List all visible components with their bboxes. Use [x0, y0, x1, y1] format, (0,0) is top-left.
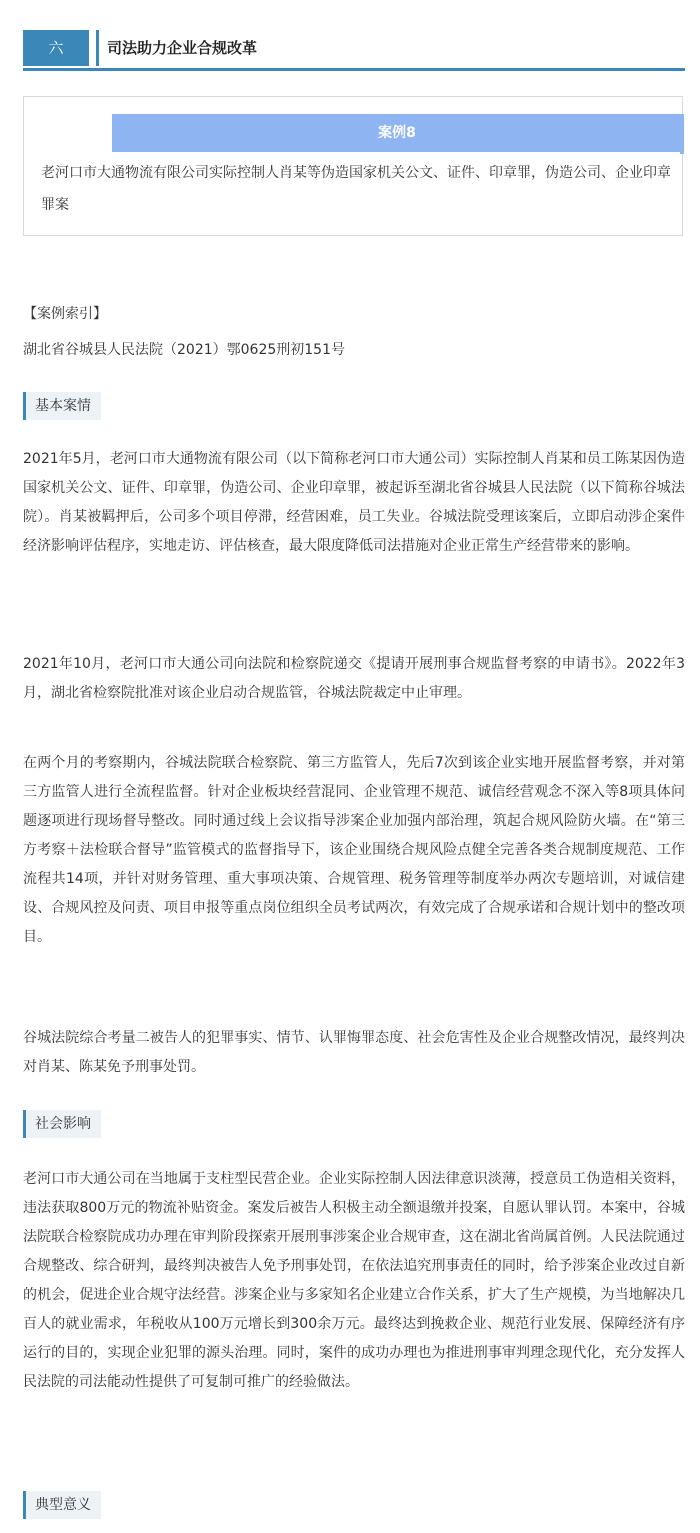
case-box: [23, 96, 683, 236]
header-divider: [96, 30, 99, 66]
section-header: [23, 30, 685, 72]
heading-social-impact: 社会影响: [23, 1110, 101, 1138]
case-index-label: 【案例索引】: [23, 306, 107, 322]
heading-significance: 典型意义: [23, 1491, 101, 1519]
case-index-value: 湖北省谷城县人民法院（2021）鄂0625刑初151号: [23, 342, 345, 358]
header-underline: [23, 68, 685, 71]
section-title: 司法助力企业合规改革: [107, 39, 258, 57]
basic-facts-paragraph: 2021年5月，老河口市大通物流有限公司（以下简称老河口市大通公司）实际控制人肖某和员工陈某因伪造国家机关公文、证件、印章罪，伪造公司、企业印章罪，被起诉至湖北省谷城县人民法院（以下简称谷城法院）。肖某被羁押后，公司多个项目停滞，经营困难，员工失业。谷城法院受理该案后，立即启动涉企案件经济影响评估程序，实地走访、评估核查，最大限度降低司法措施对企业正常生产经营带来的影响。: [23, 451, 685, 554]
case-band-tail: [680, 114, 684, 154]
case-label: 案例8: [112, 114, 682, 152]
section-number: 六: [23, 30, 89, 66]
basic-facts-paragraph: 谷城法院综合考量二被告人的犯罪事实、情节、认罪悔罪态度、社会危害性及企业合规整改情况，最终判决对肖某、陈某免予刑事处罚。: [23, 1030, 685, 1075]
heading-basic-facts: 基本案情: [23, 392, 101, 420]
basic-facts-paragraph: 2021年10月，老河口市大通公司向法院和检察院递交《提请开展刑事合规监督考察的申请书》。2022年3月，湖北省检察院批准对该企业启动合规监管，谷城法院裁定中止审理。: [23, 656, 685, 701]
social-impact-paragraph: 老河口市大通公司在当地属于支柱型民营企业。企业实际控制人因法律意识淡薄，授意员工伪造相关资料，违法获取800万元的物流补贴资金。案发后被告人积极主动全额退缴并投案，自愿认罪认罚。本案中，谷城法院联合检察院成功办理在审判阶段探索开展刑事涉案企业合规审查，这在湖北省尚属首例。人民法院通过合规整改、综合研判，最终判决被告人免予刑事处罚，在依法追究刑事责任的同时，给予涉案企业改过自新的机会，促进企业合规守法经营。涉案企业与多家知名企业建立合作关系，扩大了生产规模，为当地解决几百人的就业需求，年税收从100万元增长到300余万元。最终达到挽救企业、规范行业发展、保障经济有序运行的目的，实现企业犯罪的源头治理。同时，案件的成功办理也为推进刑事审判理念现代化，充分发挥人民法院的司法能动性提供了可复制可推广的经验做法。: [23, 1171, 685, 1390]
case-title: 老河口市大通物流有限公司实际控制人肖某等伪造国家机关公文、证件、印章罪，伪造公司、企业印章罪案: [41, 165, 671, 213]
basic-facts-paragraph: 在两个月的考察期内，谷城法院联合检察院、第三方监管人，先后7次到该企业实地开展监督考察，并对第三方监管人进行全流程监督。针对企业板块经营混同、企业管理不规范、诚信经营观念不深入等8项具体问题逐项进行现场督导整改。同时通过线上会议指导涉案企业加强内部治理，筑起合规风险防火墙。在“第三方考察＋法检联合督导”监管模式的监督指导下，该企业围绕合规风险点健全完善各类合规制度规范、工作流程共14项，并针对财务管理、重大事项决策、合规管理、税务管理等制度举办两次专题培训，对诚信建设、合规风控及问责、项目申报等重点岗位组织全员考试两次，有效完成了合规承诺和合规计划中的整改项目。: [23, 755, 685, 945]
